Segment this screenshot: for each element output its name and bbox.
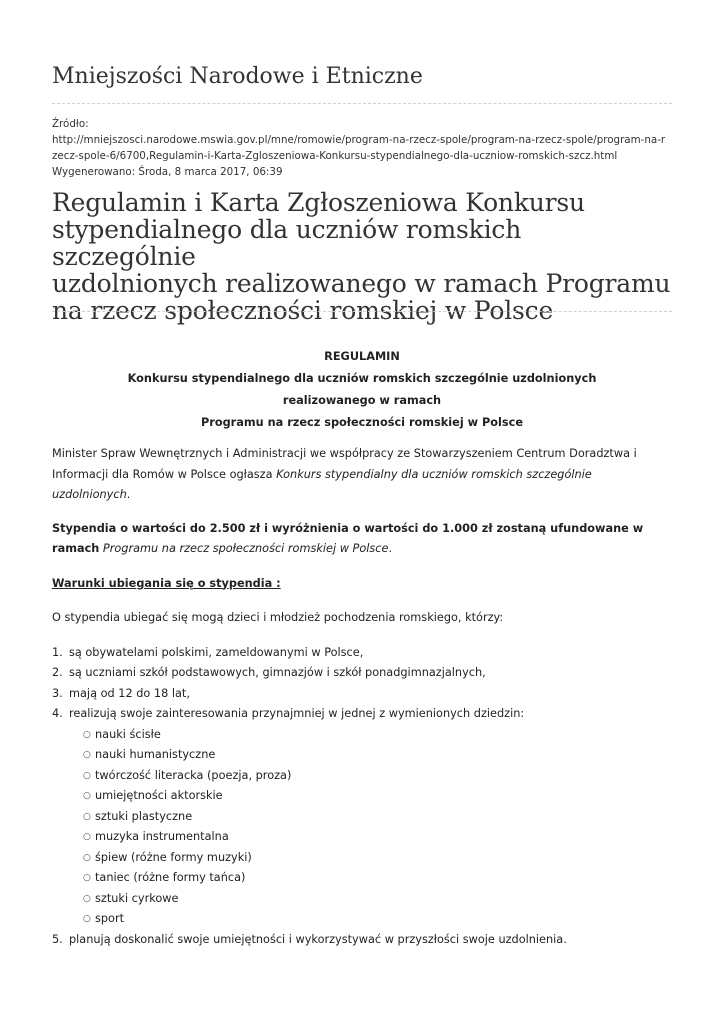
emphasis: uzdolnionych <box>52 488 127 501</box>
conditions-list <box>52 643 672 951</box>
item-text: są obywatelami polskimi, zameldowanymi w Polsce, <box>69 645 364 659</box>
item-number: 5. <box>52 932 63 946</box>
regulamin-subtitle: Programu na rzecz społeczności romskiej w Polsce <box>200 416 524 429</box>
paragraph-line: Minister Spraw Wewnętrznych i Administracji we współpracy ze Stowarzyszeniem Centrum Doradztwa i <box>52 447 637 460</box>
sub-list-item <box>69 807 672 828</box>
sub-list-item <box>69 848 672 869</box>
circle-bullet-icon: ○ <box>83 791 91 801</box>
item-text: mają od 12 do 18 lat, <box>69 686 190 700</box>
sub-list-item <box>69 889 672 910</box>
item-text: realizują swoje zainteresowania przynajmniej w jednej z wymienionych dziedzin: <box>69 707 525 720</box>
title-divider <box>52 311 672 312</box>
sub-list-item <box>69 766 672 787</box>
source-url-line-1[interactable]: http://mniejszosci.narodowe.mswia.gov.pl/mne/romowie/program-na-rzecz-spole/program-na-rzecz-spole/program-na-r <box>52 134 666 146</box>
emphasis: Konkurs stypendialny dla uczniów romskich szczególnie <box>276 467 592 481</box>
item-number: 4. <box>52 707 63 720</box>
source-url-line-2[interactable]: zecz-spole-6/6700,Regulamin-i-Karta-Zgloszeniowa-Konkursu-stypendialnego-dla-uczniow-romskich-szcz.html <box>52 150 618 162</box>
warunki-heading: Warunki ubiegania się o stypendia : <box>52 576 281 590</box>
stypendia-paragraph <box>52 519 672 560</box>
source-label: Źródło: <box>52 118 89 130</box>
sub-item-text: twórczość literacka (poezja, proza) <box>95 768 292 782</box>
list-item <box>52 684 672 705</box>
sub-item-text: śpiew (różne formy muzyki) <box>95 850 252 864</box>
list-item <box>52 643 672 664</box>
sub-item-text: nauki ścisłe <box>95 727 161 741</box>
item-text: planują doskonalić swoje umiejętności i wykorzystywać w przyszłości swoje uzdolnienia. <box>69 932 567 946</box>
title-line: uzdolnionych realizowanego w ramach Programu <box>52 269 671 298</box>
document-title <box>52 189 672 324</box>
sub-list-item <box>69 868 672 889</box>
circle-bullet-icon: ○ <box>83 770 91 781</box>
regulamin-heading <box>52 346 672 434</box>
text-span: . <box>388 542 393 555</box>
source-meta <box>52 116 672 180</box>
sub-item-text: sztuki plastyczne <box>95 809 193 823</box>
sub-item-text: nauki humanistyczne <box>95 748 216 761</box>
sub-list-item <box>69 909 672 930</box>
text-span: Informacji dla Romów w Polsce ogłasza <box>52 467 277 481</box>
sub-item-text: sztuki cyrkowe <box>95 891 179 905</box>
sub-item-text: sport <box>95 912 125 925</box>
circle-bullet-icon: ○ <box>83 914 91 924</box>
emphasis: Programu na rzecz społeczności romskiej w Polsce <box>99 542 389 555</box>
list-item <box>52 663 672 684</box>
circle-bullet-icon: ○ <box>83 729 91 740</box>
sub-list-item <box>69 827 672 848</box>
title-line: stypendialnego dla uczniów romskich szczególnie <box>52 215 522 271</box>
paragraph-line: Stypendia o wartości do 2.500 zł i wyróżnienia o wartości do 1.000 zł zostaną ufundowane w <box>52 521 644 535</box>
bold-span: ramach <box>52 542 100 555</box>
list-item <box>52 930 672 951</box>
warunki-intro: O stypendia ubiegać się mogą dzieci i młodzież pochodzenia romskiego, którzy: <box>52 611 504 624</box>
regulamin-subtitle: Konkursu stypendialnego dla uczniów romskich szczególnie uzdolnionych <box>127 372 597 385</box>
text-span: . <box>126 488 131 501</box>
circle-bullet-icon: ○ <box>83 750 91 760</box>
title-line: na rzecz społeczności romskiej w Polsce <box>52 296 554 325</box>
sub-list-item <box>69 745 672 766</box>
fields-list <box>69 725 672 930</box>
regulamin-title: REGULAMIN <box>324 350 400 363</box>
circle-bullet-icon: ○ <box>83 832 91 842</box>
sub-list-item <box>69 725 672 746</box>
circle-bullet-icon: ○ <box>83 893 91 904</box>
item-text: są uczniami szkół podstawowych, gimnazjów i szkół ponadgimnazjalnych, <box>69 666 486 679</box>
paragraph-line <box>52 539 672 560</box>
circle-bullet-icon: ○ <box>83 873 91 883</box>
intro-paragraph <box>52 444 672 506</box>
sub-item-text: muzyka instrumentalna <box>95 830 229 843</box>
title-line: Regulamin i Karta Zgłoszeniowa Konkursu <box>52 188 585 217</box>
sub-item-text: umiejętności aktorskie <box>95 789 223 802</box>
circle-bullet-icon: ○ <box>83 811 91 822</box>
sub-list-item <box>69 786 672 807</box>
circle-bullet-icon: ○ <box>83 852 91 863</box>
item-number: 3. <box>52 686 63 700</box>
paragraph-line <box>52 485 672 506</box>
site-title: Mniejszości Narodowe i Etniczne <box>52 64 423 89</box>
paragraph-line <box>52 465 672 486</box>
sub-item-text: taniec (różne formy tańca) <box>95 871 246 884</box>
generated-date: Wygenerowano: Środa, 8 marca 2017, 06:39 <box>52 166 283 178</box>
header-divider <box>52 103 672 104</box>
item-number: 1. <box>52 645 63 659</box>
list-item <box>52 704 672 930</box>
regulamin-subtitle: realizowanego w ramach <box>282 394 442 407</box>
document-content <box>52 346 672 950</box>
item-number: 2. <box>52 666 63 679</box>
